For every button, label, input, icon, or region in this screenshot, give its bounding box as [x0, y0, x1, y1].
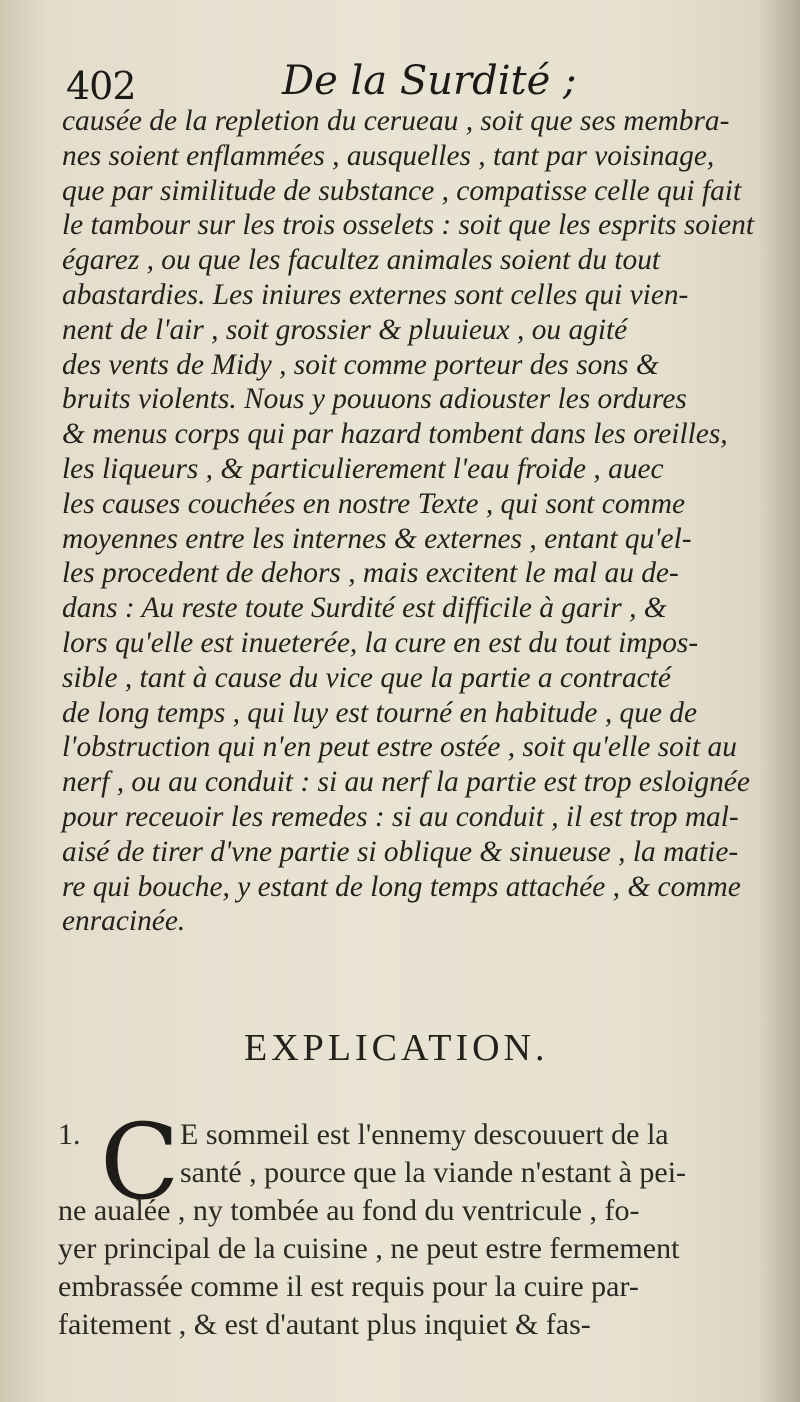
- text-line: le tambour sur les trois osselets : soit que les esprits soient: [62, 209, 755, 242]
- text-line: que par similitude de substance , compatisse celle qui fait: [62, 174, 742, 207]
- page-number: 402: [66, 64, 136, 108]
- text-line: sible , tant à cause du vice que la partie a contracté: [62, 661, 671, 694]
- text-line: lors qu'elle est inueterée, la cure en est du tout impos-: [62, 626, 699, 659]
- text-line: des vents de Midy , soit comme porteur des sons &: [62, 348, 659, 381]
- running-title: De la Surdité ;: [282, 58, 577, 104]
- explication-line: santé , pource que la viande n'estant à pei-: [180, 1156, 687, 1189]
- explication-line: faitement , & est d'autant plus inquiet & fas-: [58, 1308, 591, 1341]
- text-line: nerf , ou au conduit : si au nerf la partie est trop esloignée: [62, 766, 750, 799]
- section-heading: EXPLICATION.: [244, 1027, 549, 1069]
- text-line: bruits violents. Nous y pouuons adiouster les ordures: [62, 383, 687, 416]
- text-line: causée de la repletion du cerueau , soit que ses membra-: [62, 105, 730, 137]
- text-line: les causes couchées en nostre Texte , qui sont comme: [62, 487, 686, 520]
- paragraph-number: 1.: [58, 1118, 81, 1151]
- text-line: les procedent de dehors , mais excitent le mal au de-: [62, 557, 679, 590]
- text-line: aisé de tirer d'vne partie si oblique & sinueuse , la matie-: [62, 835, 739, 868]
- text-line: les liqueurs , & particulierement l'eau froide , auec: [62, 452, 664, 485]
- explication-line: yer principal de la cuisine , ne peut estre fermement: [58, 1232, 680, 1265]
- text-line: dans : Au reste toute Surdité est difficile à garir , &: [62, 592, 667, 625]
- text-line: abastardies. Les iniures externes sont celles qui vien-: [62, 278, 689, 311]
- page-edge-shadow: [758, 0, 800, 1402]
- explication-block: [58, 1101, 752, 1344]
- text-line: l'obstruction qui n'en peut estre ostée , soit qu'elle soit au: [62, 731, 737, 764]
- text-line: pour receuoir les remedes : si au conduit , il est trop mal-: [62, 800, 739, 833]
- text-line: nes soient enflammées , ausquelles , tant par voisinage,: [62, 139, 715, 172]
- drop-cap-letter: C: [100, 1101, 180, 1223]
- text-line: & menus corps qui par hazard tombent dans les oreilles,: [62, 418, 728, 451]
- text-line: enracinée.: [62, 905, 186, 938]
- explication-line: ne aualée , ny tombée au fond du ventricule , fo-: [58, 1194, 640, 1227]
- explication-line: E sommeil est l'ennemy descouuert de la: [180, 1118, 669, 1151]
- explication-line: embrassée comme il est requis pour la cuire par-: [58, 1270, 639, 1303]
- text-line: égarez , ou que les facultez animales soient du tout: [62, 244, 661, 277]
- text-line: re qui bouche, y estant de long temps attachée , & comme: [62, 870, 741, 903]
- text-line: de long temps , qui luy est tourné en habitude , que de: [62, 696, 698, 729]
- text-line: nent de l'air , soit grossier & pluuieux , ou agité: [62, 313, 628, 346]
- text-line: moyennes entre les internes & externes , entant qu'el-: [62, 522, 692, 555]
- body-text: [62, 104, 755, 939]
